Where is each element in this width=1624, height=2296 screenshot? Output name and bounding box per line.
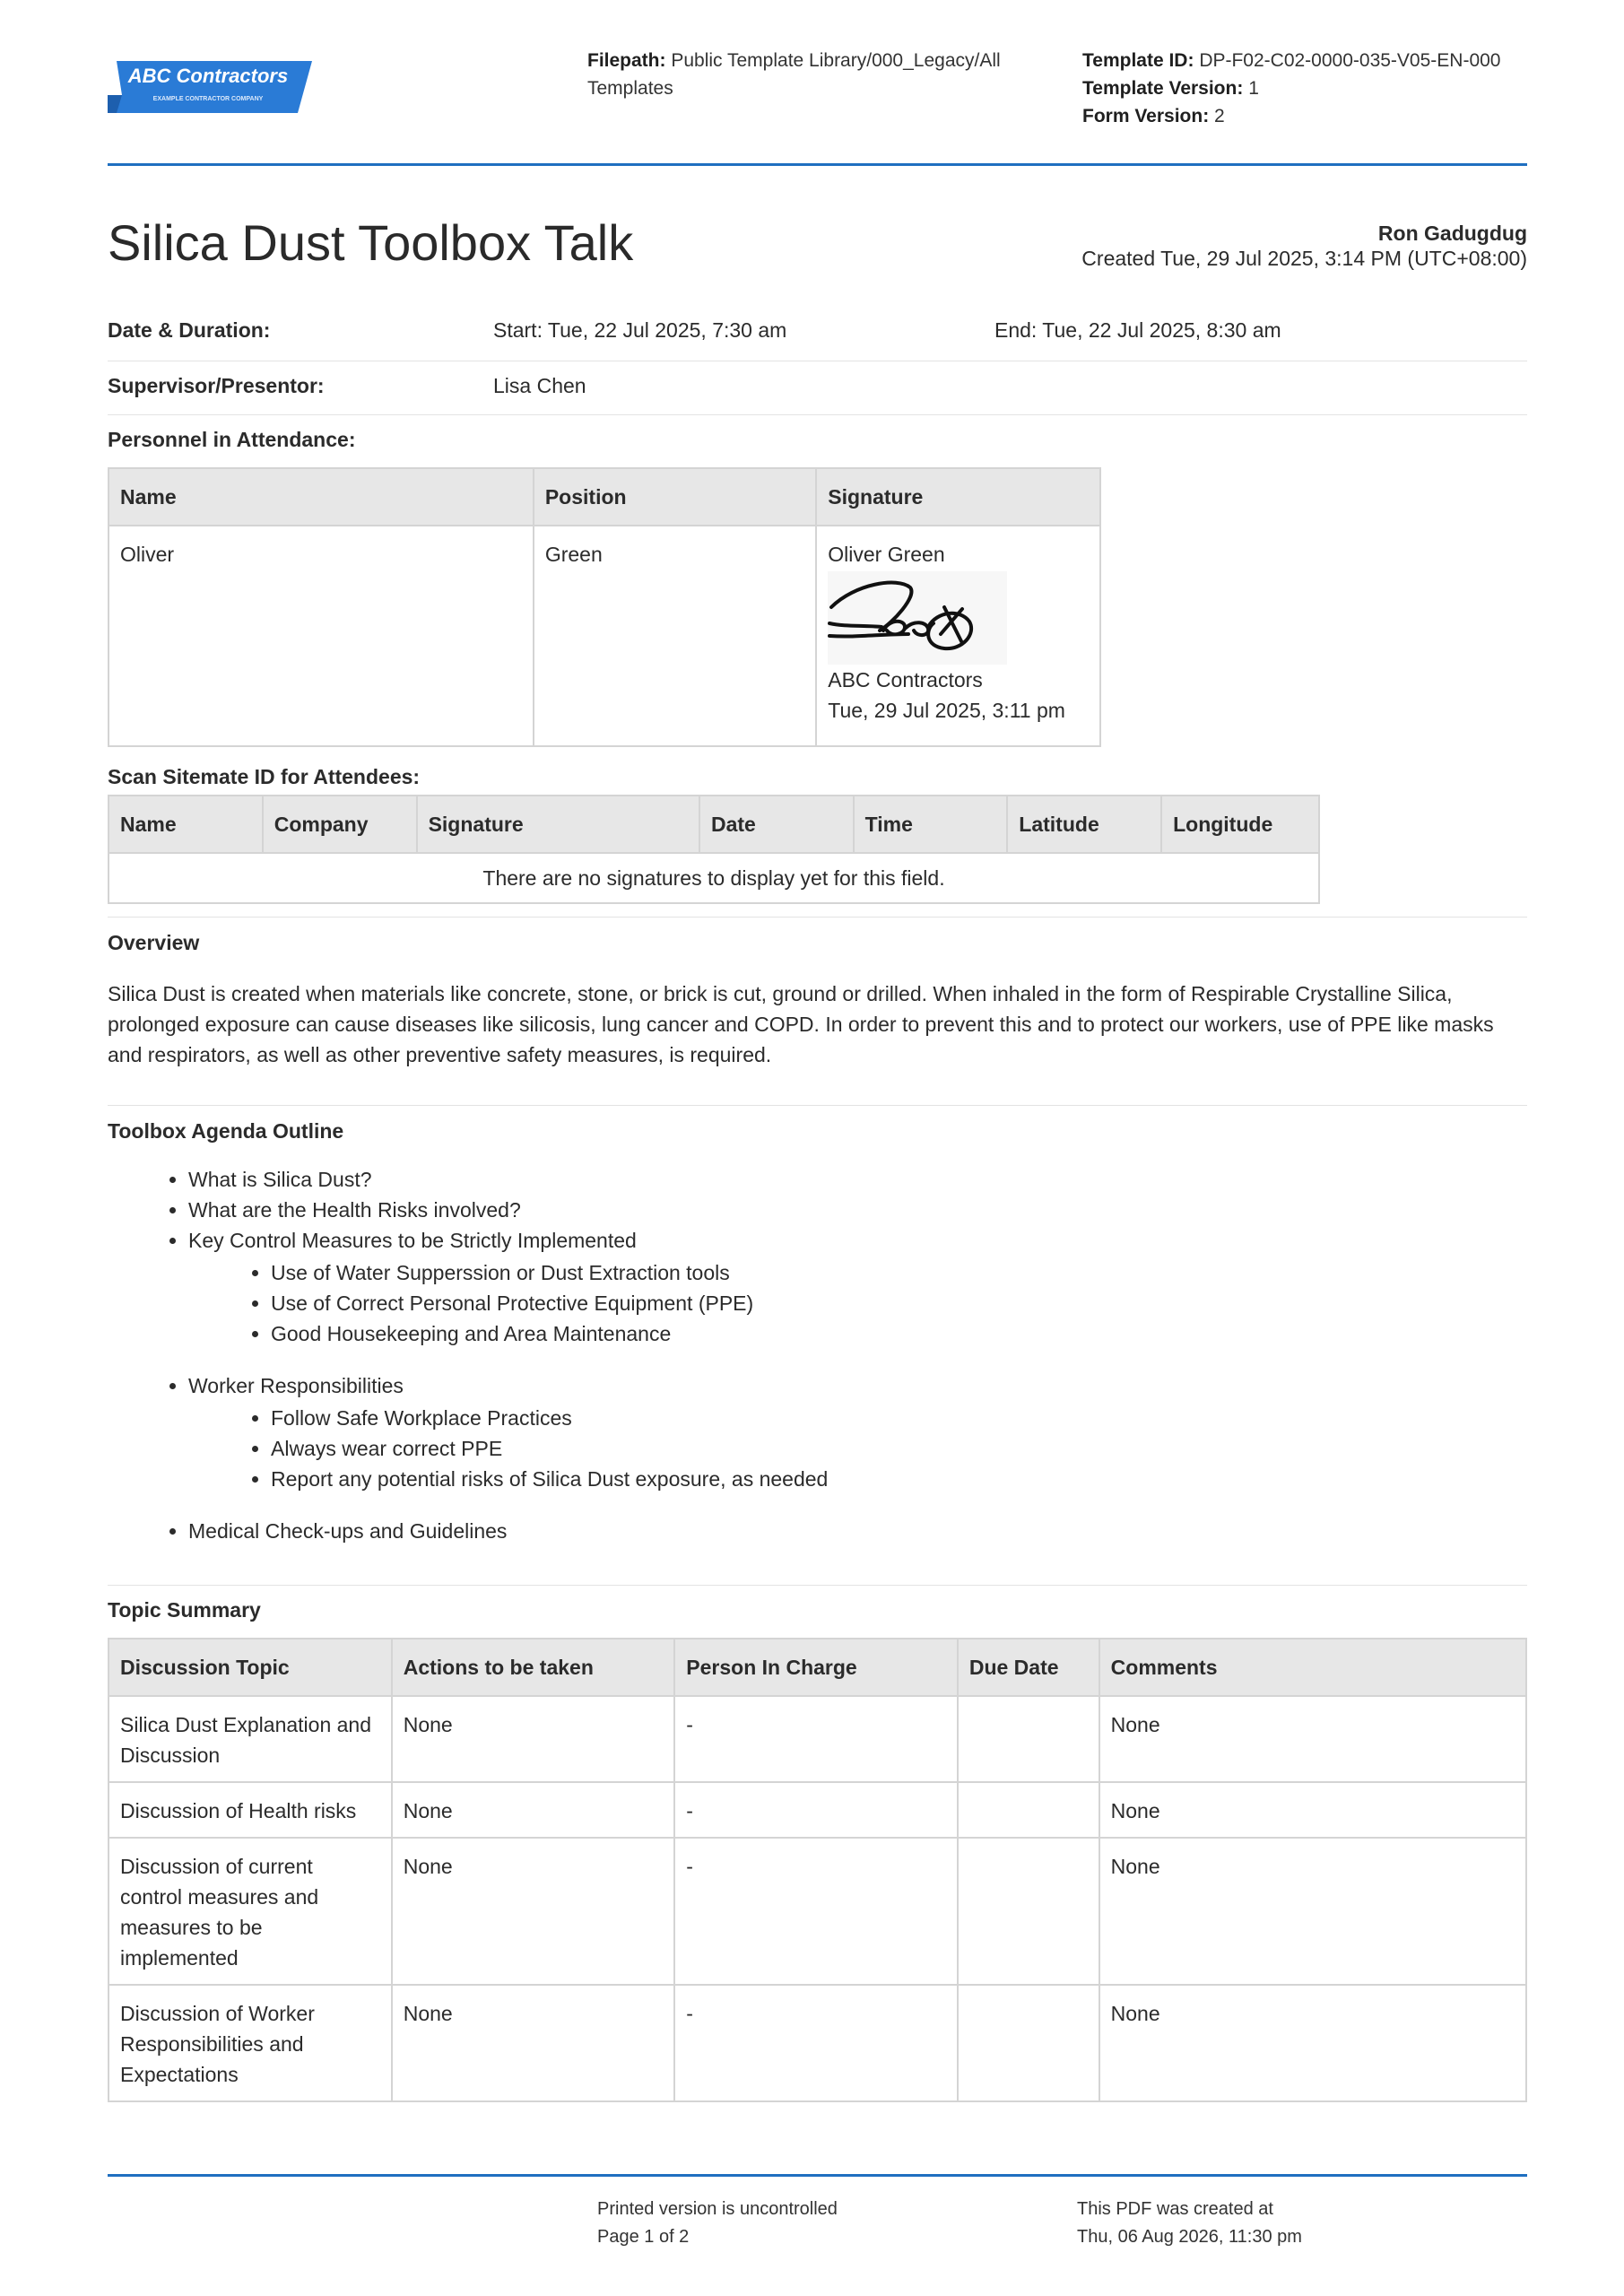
sitemate-label: Scan Sitemate ID for Attendees: [108, 765, 421, 788]
table-header-row [109, 1639, 1526, 1696]
topic-cell: Discussion of current control measures and measures to be implemented [109, 1838, 392, 1985]
table-row [109, 1985, 1526, 2101]
person-cell: - [674, 1782, 958, 1838]
column-header: Signature [816, 468, 1100, 526]
created-timestamp: Created Tue, 29 Jul 2025, 3:14 PM (UTC+08:00) [1081, 247, 1527, 270]
column-header: Due Date [958, 1639, 1099, 1696]
pdf-created-label: This PDF was created at [1077, 2199, 1273, 2219]
pdf-created-value: Thu, 06 Aug 2026, 11:30 pm [1077, 2227, 1302, 2247]
attendee-position: Green [534, 526, 816, 746]
list-item [188, 1370, 828, 1494]
template-version-value: 1 [1248, 78, 1259, 99]
date-duration-label: Date & Duration: [108, 318, 271, 342]
column-header: Company [263, 796, 417, 853]
table-row [109, 853, 1319, 903]
table-header-row [109, 796, 1319, 853]
column-header: Discussion Topic [109, 1639, 392, 1696]
filepath-block [587, 47, 1027, 102]
column-header: Signature [417, 796, 699, 853]
comments-cell: None [1099, 1696, 1526, 1782]
author-name: Ron Gadugdug [1377, 222, 1527, 245]
column-header: Person In Charge [674, 1639, 958, 1696]
signature-name: Oliver Green [828, 543, 945, 566]
list-item: • What are the Health Risks involved? [188, 1195, 828, 1225]
column-header: Comments [1099, 1639, 1526, 1696]
sitemate-table [108, 795, 1320, 904]
column-header: Name [109, 468, 534, 526]
column-header: Time [854, 796, 1008, 853]
due-date-cell [958, 1696, 1099, 1782]
topic-summary-table [108, 1638, 1527, 2102]
document-header [108, 0, 1527, 166]
table-row [109, 1782, 1526, 1838]
column-header: Actions to be taken [392, 1639, 675, 1696]
personnel-label: Personnel in Attendance: [108, 428, 356, 451]
author-block [1081, 221, 1527, 271]
logo-subtext: EXAMPLE CONTRACTOR COMPANY [152, 96, 264, 102]
company-logo [108, 56, 314, 118]
divider [108, 1585, 1527, 1586]
template-info-block [1082, 47, 1531, 130]
agenda-label: Toolbox Agenda Outline [108, 1119, 344, 1143]
sub-list [188, 1403, 828, 1494]
document-page [108, 0, 1527, 2296]
divider [108, 917, 1527, 918]
supervisor-value: Lisa Chen [493, 374, 586, 397]
signature-image [828, 571, 1007, 665]
list-item: • Use of Water Supperssion or Dust Extraction tools [271, 1257, 828, 1288]
page-number: Page 1 of 2 [597, 2227, 690, 2247]
supervisor-label: Supervisor/Presentor: [108, 374, 325, 397]
column-header: Longitude [1161, 796, 1319, 853]
due-date-cell [958, 1985, 1099, 2101]
page-title: Silica Dust Toolbox Talk [108, 214, 634, 271]
actions-cell: None [392, 1696, 675, 1782]
actions-cell: None [392, 1985, 675, 2101]
table-row [109, 526, 1100, 746]
overview-label: Overview [108, 931, 200, 954]
table-row [109, 1838, 1526, 1985]
list-item: • Report any potential risks of Silica Dust exposure, as needed [271, 1464, 828, 1494]
person-cell: - [674, 1985, 958, 2101]
list-item: • Follow Safe Workplace Practices [271, 1403, 828, 1433]
overview-text: Silica Dust is created when materials like concrete, stone, or brick is cut, ground or drilled. When inhaled in the form of Respirable Crystalline Silica, prolonged exposure can cause diseases like silicosis, lung cancer and COPD. In order to prevent this and to protect our workers, use of PPE like masks and respirators, as well as other preventive safety measures, is required. [108, 982, 1494, 1066]
actions-cell: None [392, 1838, 675, 1985]
topic-cell: Discussion of Health risks [109, 1782, 392, 1838]
topic-cell: Silica Dust Explanation and Discussion [109, 1696, 392, 1782]
comments-cell: None [1099, 1985, 1526, 2101]
actions-cell: None [392, 1782, 675, 1838]
table-row [109, 1696, 1526, 1782]
column-header: Latitude [1007, 796, 1161, 853]
comments-cell: None [1099, 1838, 1526, 1985]
logo-text: ABC Contractors [127, 65, 289, 87]
template-version-label: Template Version: [1082, 78, 1244, 99]
form-version-label: Form Version: [1082, 106, 1210, 126]
list-item: • Good Housekeeping and Area Maintenance [271, 1318, 828, 1349]
divider [108, 1105, 1527, 1106]
template-id-label: Template ID: [1082, 50, 1194, 71]
empty-message: There are no signatures to display yet for this field. [109, 853, 1319, 903]
list-item-label: Key Control Measures to be Strictly Implemented [188, 1229, 637, 1252]
list-item: • Use of Correct Personal Protective Equipment (PPE) [271, 1288, 828, 1318]
sub-list [188, 1257, 828, 1349]
footer-created-info [1077, 2196, 1302, 2251]
topic-summary-label: Topic Summary [108, 1598, 261, 1622]
list-item: • Medical Check-ups and Guidelines [188, 1516, 828, 1546]
attendee-name: Oliver [109, 526, 534, 746]
template-id-value: DP-F02-C02-0000-035-V05-EN-000 [1199, 50, 1501, 71]
form-version-value: 2 [1214, 106, 1225, 126]
comments-cell: None [1099, 1782, 1526, 1838]
personnel-table [108, 467, 1101, 747]
list-item: • Always wear correct PPE [271, 1433, 828, 1464]
footer-print-info [597, 2196, 838, 2251]
list-item [188, 1225, 828, 1349]
column-header: Date [699, 796, 854, 853]
list-item-label: Worker Responsibilities [188, 1374, 404, 1397]
start-time: Start: Tue, 22 Jul 2025, 7:30 am [493, 318, 787, 342]
filepath-value: Public Template Library/000_Legacy/All Templates [587, 50, 1001, 99]
column-header: Position [534, 468, 816, 526]
table-header-row [109, 468, 1100, 526]
divider [108, 414, 1527, 415]
due-date-cell [958, 1782, 1099, 1838]
document-footer [108, 2174, 1527, 2247]
end-time: End: Tue, 22 Jul 2025, 8:30 am [994, 318, 1281, 342]
person-cell: - [674, 1838, 958, 1985]
topic-cell: Discussion of Worker Responsibilities and Expectations [109, 1985, 392, 2101]
printed-notice: Printed version is uncontrolled [597, 2199, 838, 2219]
person-cell: - [674, 1696, 958, 1782]
signature-date: Tue, 29 Jul 2025, 3:11 pm [828, 699, 1065, 722]
list-item: • What is Silica Dust? [188, 1164, 828, 1195]
attendee-signature-cell [816, 526, 1100, 746]
signature-company: ABC Contractors [828, 668, 983, 691]
column-header: Name [109, 796, 263, 853]
due-date-cell [958, 1838, 1099, 1985]
agenda-list [108, 1164, 828, 1546]
filepath-label: Filepath: [587, 50, 666, 71]
